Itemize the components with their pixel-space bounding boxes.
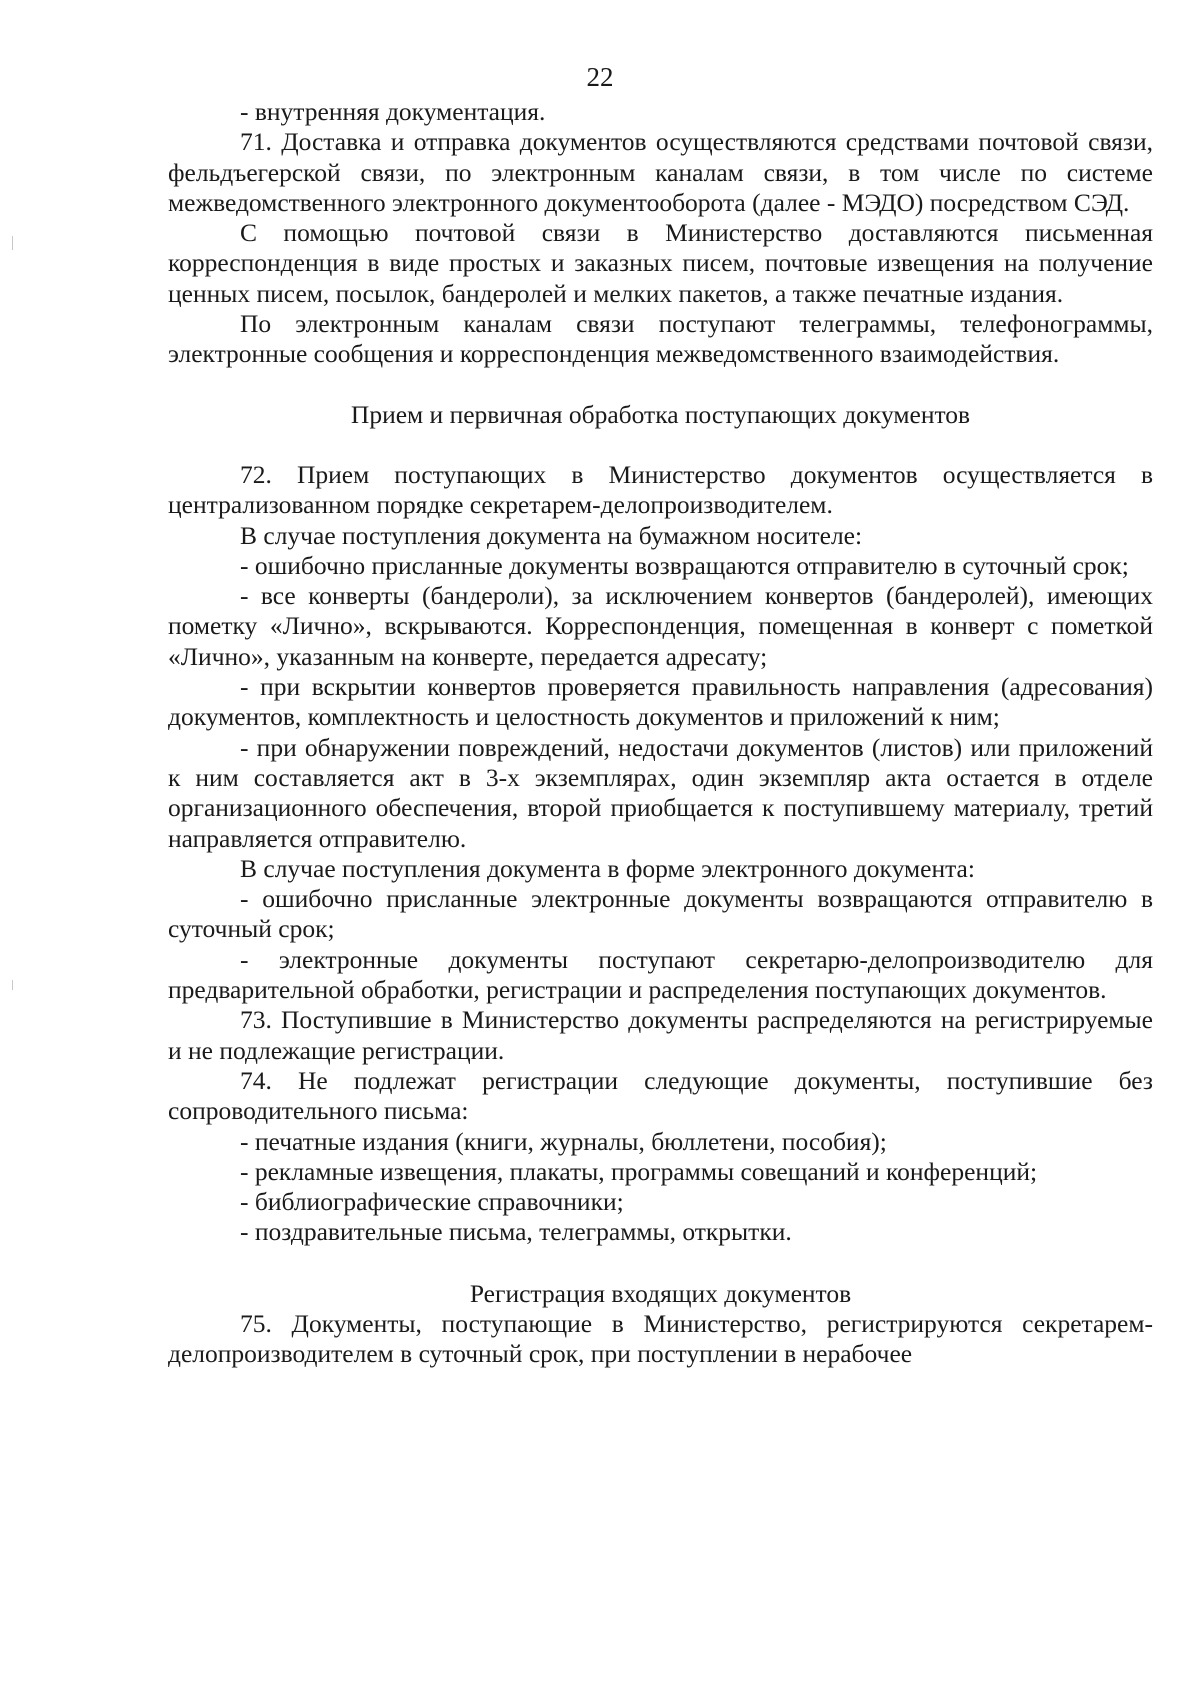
paragraph: 74. Не подлежат регистрации следующие документы, поступившие без сопроводительного письма: [168,1065,1153,1126]
paragraph: По электронным каналам связи поступают телеграммы, телефонограммы, электронные сообщения и корреспонденция межведомственного взаимодействия. [168,309,1153,369]
page-number: 22 [586,62,614,92]
list-item: - ошибочно присланные документы возвращаются отправителю в суточный срок; [240,550,1129,580]
document-body [168,97,1153,1370]
paragraph: В случае поступления документа на бумажном носителе: [240,520,863,550]
paragraph: 72. Прием поступающих в Министерство документов осуществляется в централизованном порядке секретарем-делопроизводителем. [168,459,1153,520]
list-item: - при обнаружении повреждений, недостачи документов (листов) или приложений к ним составляется акт в 3-х экземплярах, один экземпляр акта остается в отделе организационного обеспечения, второй приобщается к поступившему материалу, третий направляется отправителю. [168,732,1153,853]
section-heading: Прием и первичная обработка поступающих документов [350,399,971,429]
paragraph: 75. Документы, поступающие в Министерство, регистрируются секретарем-делопроизводителем в суточный срок, при поступлении в нерабочее [168,1308,1153,1369]
list-item: - при вскрытии конвертов проверяется правильность направления (адресования) документов, комплектность и целостность документов и приложений к ним; [168,672,1153,732]
paragraph: - внутренняя документация. [240,97,546,126]
paragraph: 71. Доставка и отправка документов осуществляются средствами почтовой связи, фельдъегерской связи, по электронным каналам связи, в том числе по системе межведомственного электронного документооборота (далее - МЭДО) посредством СЭД. [168,127,1153,217]
scan-edge-mark [12,980,13,990]
list-item: - библиографические справочники; [240,1187,624,1217]
list-item: - рекламные извещения, плакаты, программы совещаний и конференций; [240,1156,1038,1186]
paragraph: В случае поступления документа в форме электронного документа: [240,853,975,883]
list-item: - ошибочно присланные электронные документы возвращаются отправителю в суточный срок; [168,884,1153,944]
paragraph: С помощью почтовой связи в Министерство доставляются письменная корреспонденция в виде простых и заказных писем, почтовые извещения на получение ценных писем, посылок, бандеролей и мелких пакетов, а также печатные издания. [168,218,1153,308]
list-item: - все конверты (бандероли), за исключением конвертов (бандеролей), имеющих пометку «Лично», вскрываются. Корреспонденция, помещенная в конверт с пометкой «Лично», указанным на конверте, передается адресату; [168,581,1153,671]
scan-edge-mark [12,236,13,250]
list-item: - электронные документы поступают секретарю-делопроизводителю для предварительной обработки, регистрации и распределения поступающих документов. [168,944,1153,1005]
list-item: - печатные издания (книги, журналы, бюллетени, пособия); [240,1126,887,1156]
paragraph: 73. Поступившие в Министерство документы распределяются на регистрируемые и не подлежащие регистрации. [168,1005,1153,1065]
section-heading: Регистрация входящих документов [469,1278,852,1308]
list-item: - поздравительные письма, телеграммы, открытки. [240,1217,792,1247]
